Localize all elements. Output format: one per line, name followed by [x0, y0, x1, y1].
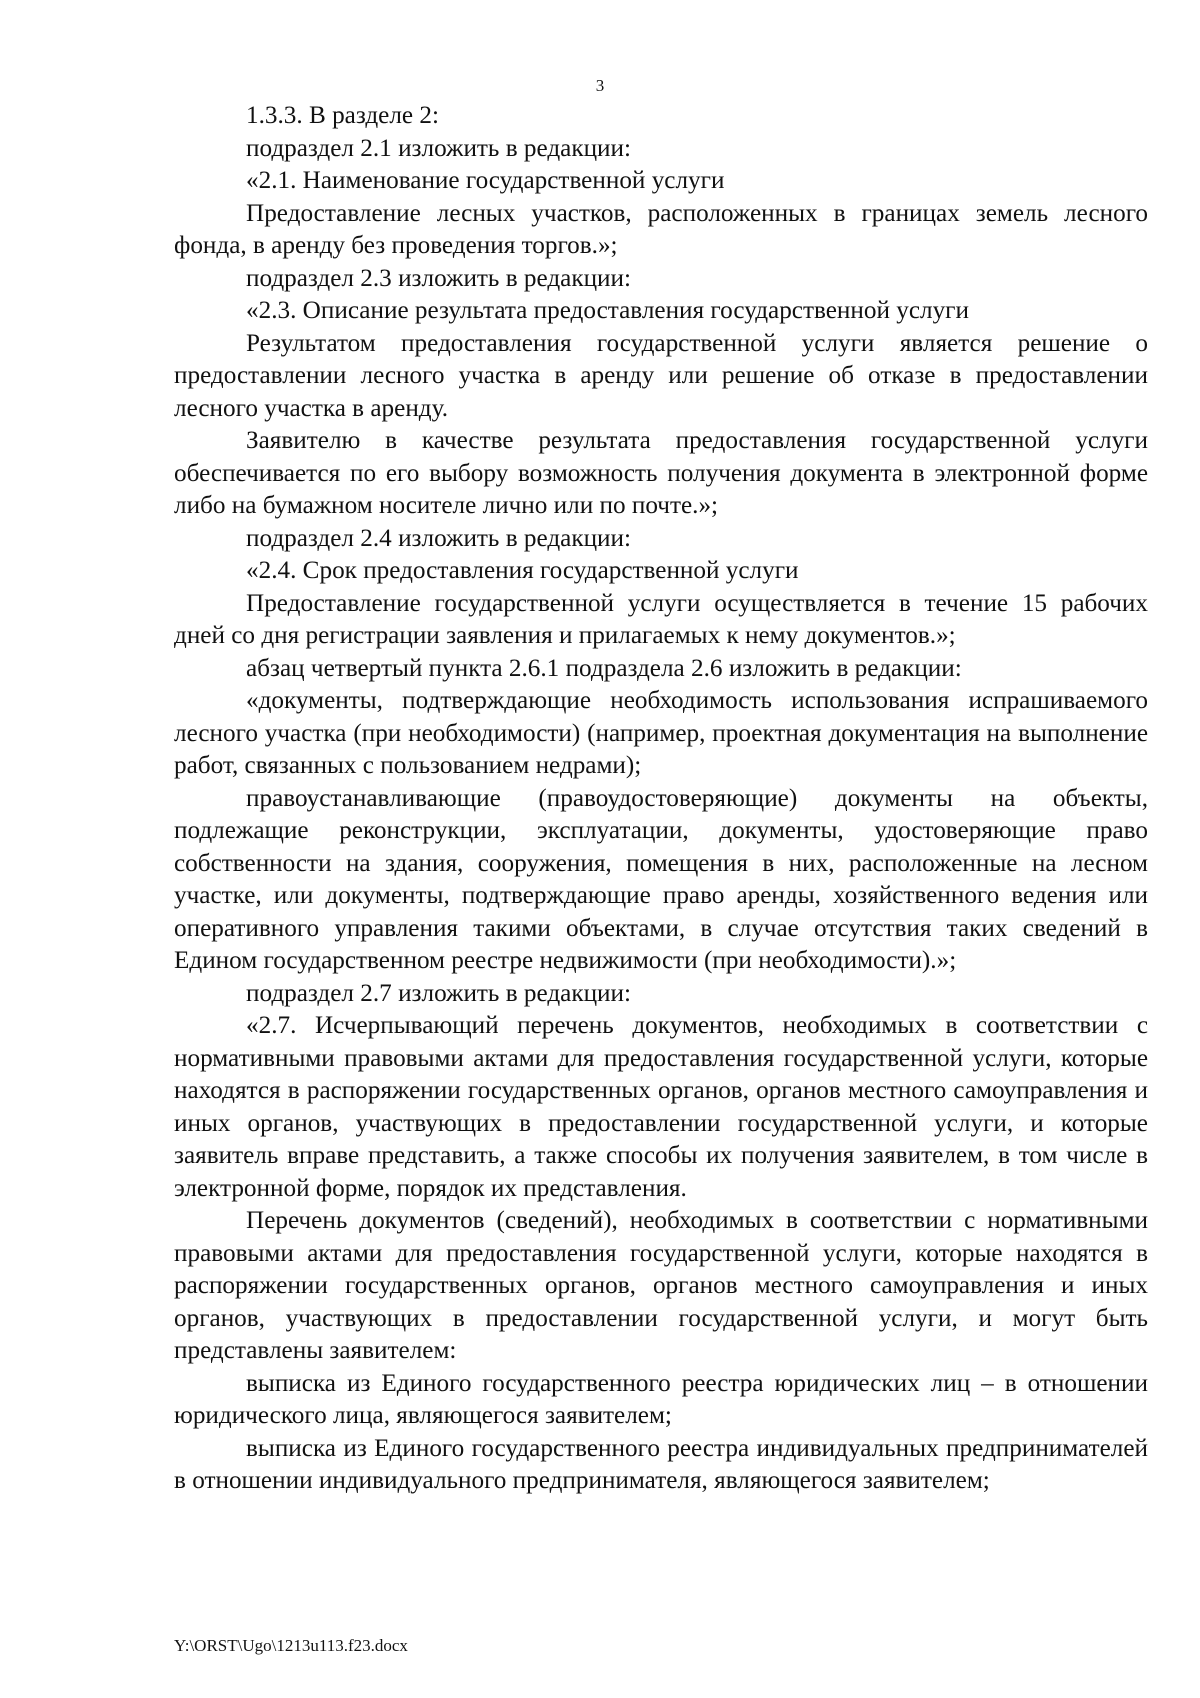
page-number: 3 [595, 76, 605, 95]
paragraph: подраздел 2.4 изложить в редакции: [246, 524, 632, 552]
paragraph: выписка из Единого государственного реестра юридических лиц – в отношении юридического лица, являющегося заявителем; [174, 1369, 1148, 1429]
paragraph: «2.1. Наименование государственной услуги [246, 167, 725, 194]
document-body [174, 100, 1148, 1498]
footer-file-path: Y:\ORST\Ugo\1213u113.f23.docx [174, 1636, 408, 1655]
paragraph: Результатом предоставления государственной услуги является решение о предоставлении лесного участка в аренду или решение об отказе в предоставлении лесного участка в аренду. [174, 329, 1148, 422]
paragraph: абзац четвертый пункта 2.6.1 подраздела 2.6 изложить в редакции: [246, 654, 962, 682]
paragraph: правоустанавливающие (правоудостоверяющие) документы на объекты, подлежащие реконструкции, эксплуатации, документы, удостоверяющие право собственности на здания, сооружения, помещения в них, расположенные на лесном участке, или документы, подтверждающие право аренды, хозяйственного ведения или оперативного управления такими объектами, в случае отсутствия таких сведений в Едином государственном реестре недвижимости (при необходимости).»; [174, 784, 1148, 974]
paragraph: «2.7. Исчерпывающий перечень документов, необходимых в соответствии с нормативными правовыми актами для предоставления государственной услуги, которые находятся в распоряжении государственных органов, органов местного самоуправления и иных органов, участвующих в предоставлении государственной услуги, и которые заявитель вправе представить, а также способы их получения заявителем, в том числе в электронной форме, порядок их представления. [174, 1012, 1148, 1202]
paragraph: выписка из Единого государственного реестра индивидуальных предпринимателей в отношении индивидуального предпринимателя, являющегося заявителем; [174, 1434, 1148, 1494]
paragraph: Перечень документов (сведений), необходимых в соответствии с нормативными правовыми актами для предоставления государственной услуги, которые находятся в распоряжении государственных органов, органов местного самоуправления и иных органов, участвующих в предоставлении государственной услуги, и могут быть представлены заявителем: [174, 1207, 1148, 1364]
paragraph: Предоставление государственной услуги осуществляется в течение 15 рабочих дней со дня регистрации заявления и прилагаемых к нему документов.»; [174, 589, 1148, 649]
paragraph: «2.3. Описание результата предоставления государственной услуги [246, 297, 969, 324]
paragraph: Предоставление лесных участков, расположенных в границах земель лесного фонда, в аренду без проведения торгов.»; [174, 199, 1148, 259]
paragraph: Заявителю в качестве результата предоставления государственной услуги обеспечивается по его выбору возможность получения документа в электронной форме либо на бумажном носителе лично или по почте.»; [174, 427, 1148, 519]
paragraph: подраздел 2.7 изложить в редакции: [246, 979, 632, 1007]
paragraph: «2.4. Срок предоставления государственной услуги [246, 557, 799, 584]
paragraph: «документы, подтверждающие необходимость использования испрашиваемого лесного участка (при необходимости) (например, проектная документация на выполнение работ, связанных с пользованием недрами); [174, 687, 1148, 779]
paragraph: 1.3.3. В разделе 2: [246, 102, 439, 129]
paragraph: подраздел 2.3 изложить в редакции: [246, 264, 632, 292]
paragraph: подраздел 2.1 изложить в редакции: [246, 134, 632, 162]
